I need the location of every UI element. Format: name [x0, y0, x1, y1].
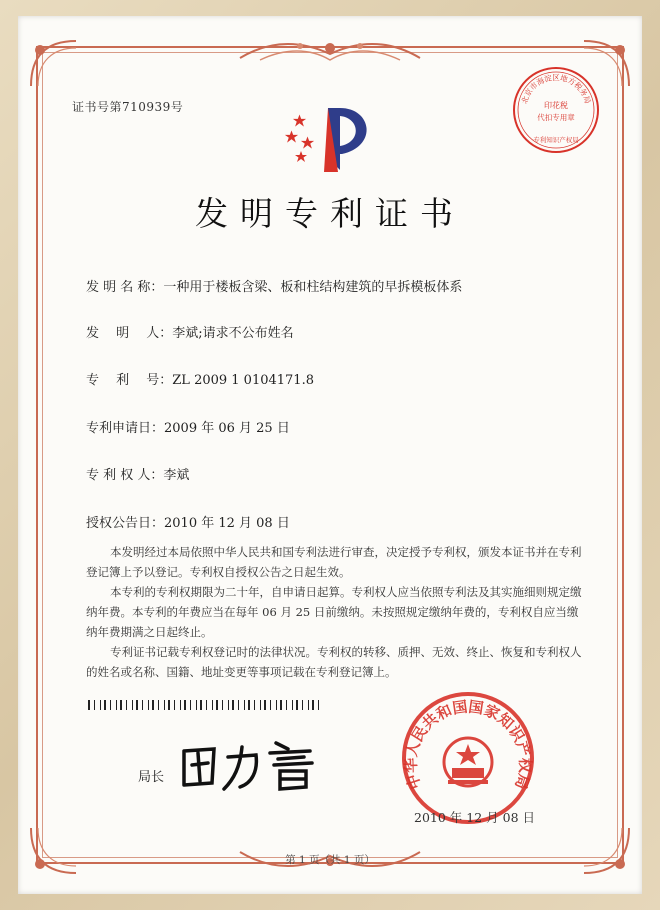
barcode-bar: [312, 700, 314, 710]
barcode-bar: [148, 700, 149, 710]
barcode-bar: [164, 700, 165, 710]
seal-ring-text: 中华人民共和国国家知识产权局: [401, 697, 535, 792]
body-paragraph-1: 本发明经过本局依照中华人民共和国专利法进行审查，决定授予专利权，颁发本证书并在专利登记簿上予以登记。专利权自授权公告之日起生效。: [86, 545, 582, 579]
patent-number-field: 专 利 号：ZL 2009 1 0104171.8: [86, 373, 314, 388]
inventor-field: 发 明 人：李斌;请求不公布姓名: [86, 326, 294, 341]
corner-ornament-bottom-left: [26, 818, 86, 878]
barcode-bar: [228, 700, 229, 710]
barcode-bar: [100, 700, 101, 710]
barcode-bar: [110, 700, 111, 710]
barcode-bar: [120, 700, 122, 710]
tax-stamp: [510, 64, 602, 156]
barcode-bar: [94, 700, 95, 710]
barcode-bar: [318, 700, 319, 710]
director-signature: [178, 735, 328, 795]
barcode-bar: [232, 700, 234, 710]
body-paragraph-3: 专利证书记载专利权登记时的法律状况。专利权的转移、质押、无效、终止、恢复和专利权人的姓名或名称、国籍、地址变更等事项记载在专利登记簿上。: [86, 645, 582, 679]
seal-date: 2010 年 12 月 08 日: [414, 810, 535, 825]
barcode-bar: [212, 700, 213, 710]
barcode-bar: [88, 700, 90, 710]
barcode-bar: [168, 700, 170, 710]
barcode-bar: [116, 700, 117, 710]
barcode-bar: [216, 700, 218, 710]
barcode-bar: [248, 700, 250, 710]
barcode-bar: [180, 700, 181, 710]
tax-stamp-bottom-text: 专利知识产权局: [533, 136, 579, 144]
certificate-number: 证书号第710939号: [72, 100, 184, 114]
barcode-bar: [308, 700, 309, 710]
barcode-bar: [260, 700, 261, 710]
barcode-bar: [296, 700, 298, 710]
barcode-bar: [254, 700, 255, 710]
application-date-field: 专利申请日：2009 年 06 月 25 日: [86, 421, 290, 436]
barcode-bar: [132, 700, 133, 710]
barcode-bar: [190, 700, 191, 710]
director-title-label: 局长: [138, 770, 165, 785]
barcode-bar: [286, 700, 287, 710]
corner-ornament-top-left: [26, 36, 86, 96]
barcode-bar: [270, 700, 271, 710]
tax-stamp-line1: 印花税: [544, 101, 568, 110]
corner-ornament-bottom-right: [574, 818, 634, 878]
barcode-bar: [196, 700, 197, 710]
barcode-bar: [280, 700, 282, 710]
body-paragraph-2: 本专利的专利权期限为二十年，自申请日起算。专利权人应当依照专利法及其实施细则规定缴纳年费。本专利的年费应当在每年 06 月 25 日前缴纳。未按照规定缴纳年费的，专利权自应当缴纳年费期满之日起终止。: [86, 585, 582, 639]
barcode-bar: [126, 700, 127, 710]
announcement-date-field: 授权公告日：2010 年 12 月 08 日: [86, 516, 290, 531]
barcode-bar: [222, 700, 223, 710]
barcode-bar: [206, 700, 207, 710]
barcode-bar: [238, 700, 239, 710]
tax-stamp-ring-text: 北京市海淀区地方税务局: [519, 73, 593, 105]
barcode-bar: [292, 700, 293, 710]
barcode-bar: [264, 700, 266, 710]
barcode-bar: [174, 700, 175, 710]
barcode-bar: [276, 700, 277, 710]
barcode-bar: [142, 700, 143, 710]
tax-stamp-line2: 代扣专用章: [537, 113, 575, 122]
barcode-bar: [244, 700, 245, 710]
patentee-field: 专 利 权 人：李斌: [86, 468, 190, 483]
barcode-bar: [302, 700, 303, 710]
barcode-bar: [200, 700, 202, 710]
barcode-bar: [158, 700, 159, 710]
invention-name-field: 发 明 名 称：一种用于楼板含梁、板和柱结构建筑的早拆模板体系: [86, 280, 463, 295]
barcode-bar: [152, 700, 154, 710]
barcode-bar: [136, 700, 138, 710]
patent-office-logo: [280, 98, 390, 178]
barcode-bar: [104, 700, 106, 710]
barcode: [88, 700, 324, 710]
page-number: 第 1 页（共 1 页）: [285, 854, 375, 866]
official-seal: [398, 688, 538, 828]
barcode-bar: [184, 700, 186, 710]
top-ornament: [230, 34, 430, 66]
certificate-title: 发明专利证书: [195, 194, 465, 233]
